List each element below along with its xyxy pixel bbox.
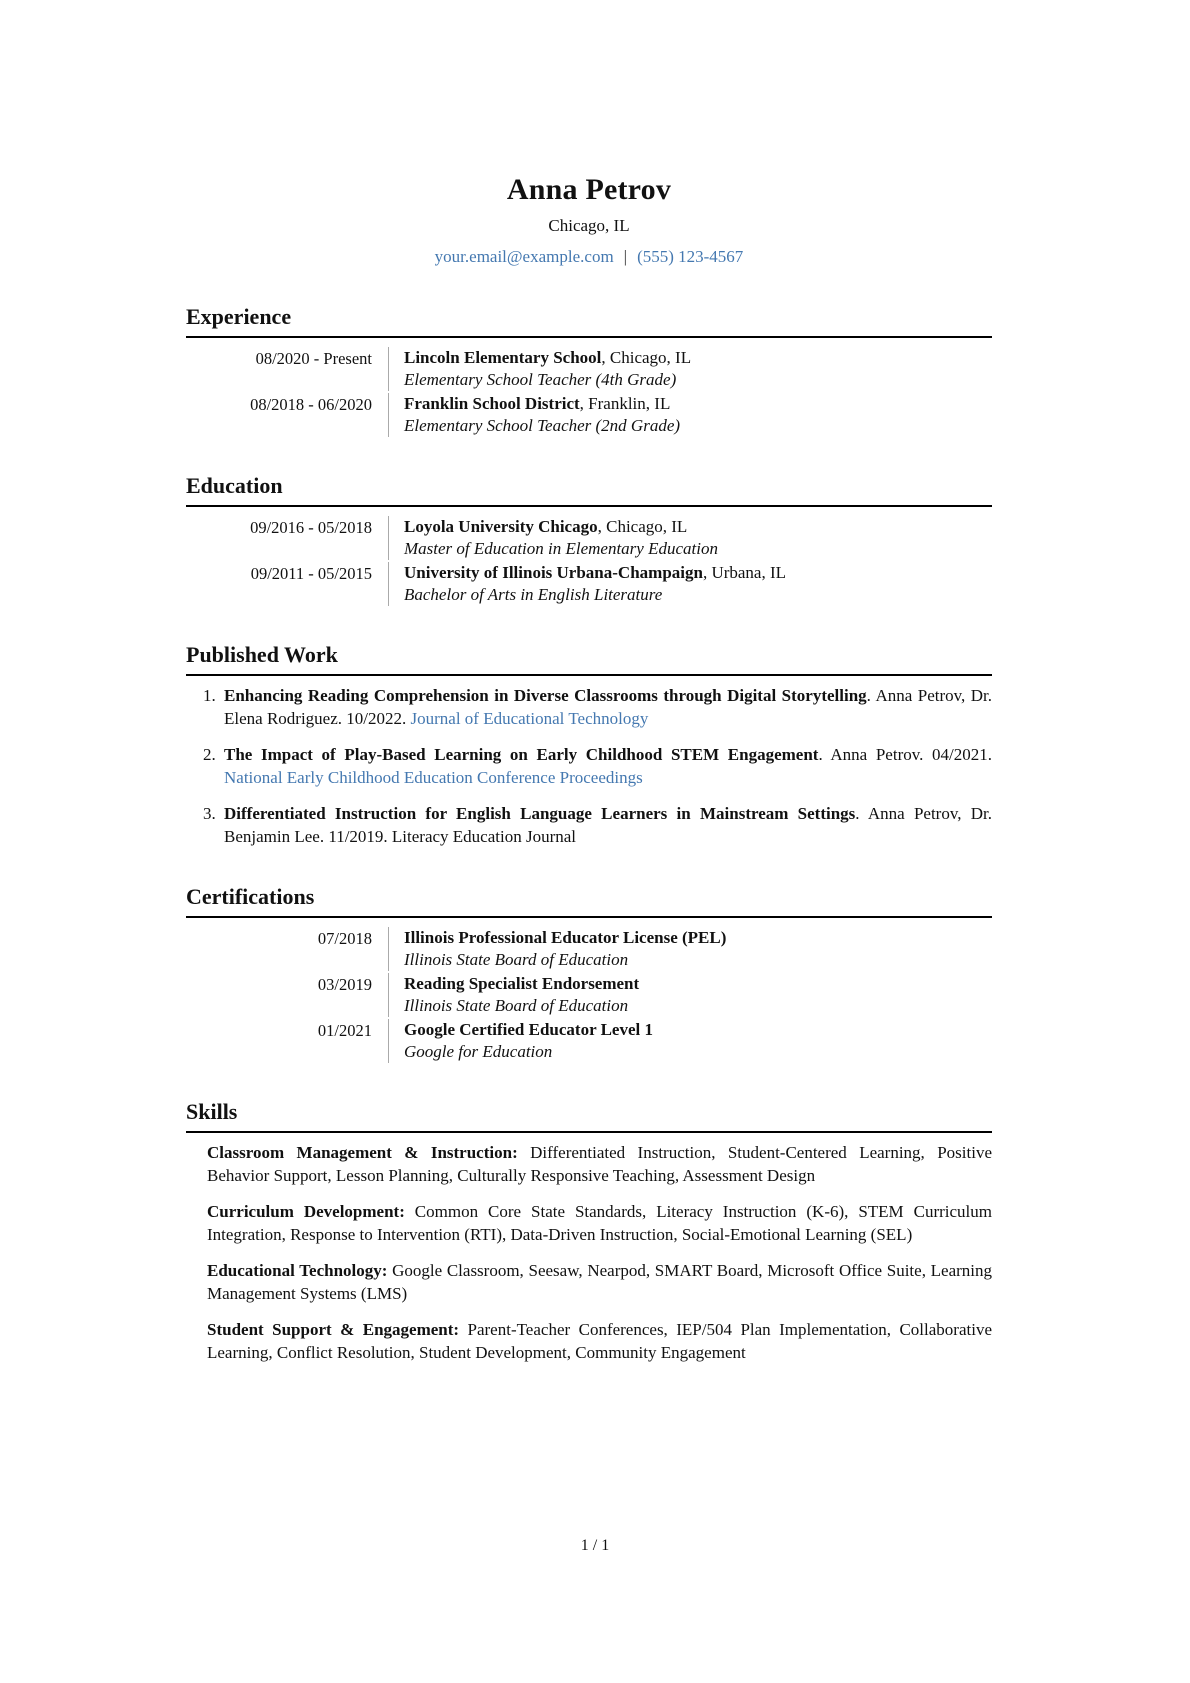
skill-category: Educational Technology: (207, 1261, 388, 1280)
email-link[interactable]: your.email@example.com (434, 247, 614, 266)
resume-header (186, 0, 992, 268)
skill-category: Curriculum Development: (207, 1202, 405, 1221)
entry-org-location: , Franklin, IL (579, 394, 671, 413)
publication-number: 2. (203, 745, 216, 764)
entry-dates: 07/2018 (317, 929, 372, 948)
section-skills (186, 1098, 992, 1364)
skill-item (186, 1201, 992, 1246)
section-title-certifications: Certifications (186, 883, 992, 918)
entry-org: Franklin School District (404, 394, 580, 413)
skill-item (186, 1319, 992, 1364)
section-title-skills: Skills (186, 1098, 992, 1133)
experience-entry (186, 393, 992, 437)
entry-dates: 08/2020 - Present (255, 349, 372, 368)
certification-issuer: Google for Education (404, 1042, 553, 1061)
skill-item (186, 1142, 992, 1187)
publication-title: Enhancing Reading Comprehension in Diverse Classrooms through Digital Storytelling (224, 686, 867, 705)
skill-values: Common Core State Standards, Literacy Instruction (K-6), STEM Curriculum Integration, Response to Intervention (RTI), Data-Driven Instruction, Social-Emotional Learning (SEL) (207, 1202, 992, 1244)
education-entries (186, 507, 992, 606)
contact-separator: | (623, 247, 628, 266)
certification-entry (186, 1019, 992, 1063)
publication-authors-date: . Anna Petrov. 04/2021. (818, 745, 992, 764)
experience-entry (186, 347, 992, 391)
entry-org-line (404, 393, 680, 415)
entry-content (388, 393, 680, 437)
skill-values: Google Classroom, Seesaw, Nearpod, SMART Board, Microsoft Office Suite, Learning Management Systems (LMS) (207, 1261, 992, 1303)
entry-role: Elementary School Teacher (2nd Grade) (404, 416, 681, 435)
phone-link[interactable]: (555) 123-4567 (637, 247, 744, 266)
skill-item (186, 1260, 992, 1305)
entry-content (388, 973, 639, 1017)
education-entry (186, 562, 992, 606)
publication-title: Differentiated Instruction for English Language Learners in Mainstream Settings (224, 804, 856, 823)
entry-org-location: , Chicago, IL (601, 348, 692, 367)
publication-title: The Impact of Play-Based Learning on Early Childhood STEM Engagement (224, 745, 819, 764)
page-number: 1 / 1 (580, 1537, 610, 1554)
entry-content (388, 562, 786, 606)
certification-entries (186, 918, 992, 1063)
certification-issuer: Illinois State Board of Education (404, 996, 629, 1015)
resume-document (186, 0, 992, 1364)
publication-authors-date: . Anna Petrov, Dr. Benjamin Lee. 11/2019. Literacy Education Journal (224, 804, 992, 846)
skill-category: Classroom Management & Instruction: (207, 1143, 518, 1162)
entry-dates: 09/2011 - 05/2015 (250, 564, 372, 583)
section-title-education: Education (186, 472, 992, 507)
entry-org: Lincoln Elementary School (404, 348, 602, 367)
certification-issuer: Illinois State Board of Education (404, 950, 629, 969)
publication-item (186, 685, 992, 730)
section-education (186, 472, 992, 606)
education-entry (186, 516, 992, 560)
section-certifications (186, 883, 992, 1063)
section-title-published-work: Published Work (186, 641, 992, 676)
experience-entries (186, 338, 992, 437)
skill-values: Differentiated Instruction, Student-Centered Learning, Positive Behavior Support, Lesson Planning, Culturally Responsive Teaching, Assessment Design (207, 1143, 992, 1185)
section-experience (186, 303, 992, 437)
skill-list (186, 1133, 992, 1364)
entry-degree: Bachelor of Arts in English Literature (404, 585, 663, 604)
certification-name: Reading Specialist Endorsement (404, 974, 640, 993)
section-title-experience: Experience (186, 303, 992, 338)
entry-org-location: , Chicago, IL (597, 517, 688, 536)
entry-dates: 09/2016 - 05/2018 (250, 518, 372, 537)
entry-org: Loyola University Chicago (404, 517, 598, 536)
entry-org-location: , Urbana, IL (702, 563, 787, 582)
certification-entry (186, 973, 992, 1017)
contact-line (186, 246, 992, 268)
publication-authors-date: . Anna Petrov, Dr. Elena Rodriguez. 10/2022. (224, 686, 992, 728)
entry-org-line (404, 347, 691, 369)
certification-entry (186, 927, 992, 971)
publication-journal-link[interactable]: Journal of Educational Technology (410, 708, 649, 728)
entry-dates: 03/2019 (317, 975, 372, 994)
entry-dates: 08/2018 - 06/2020 (250, 395, 372, 414)
entry-role: Elementary School Teacher (4th Grade) (404, 370, 677, 389)
publication-number: 3. (203, 804, 216, 823)
entry-dates: 01/2021 (317, 1021, 372, 1040)
entry-org-line (404, 1019, 653, 1041)
publication-item (186, 744, 992, 789)
entry-content (388, 1019, 653, 1063)
certification-name: Illinois Professional Educator License (PEL) (404, 928, 727, 947)
skill-category: Student Support & Engagement: (207, 1320, 460, 1339)
publication-item (186, 803, 992, 848)
publication-journal-link[interactable]: National Early Childhood Education Conference Proceedings (224, 767, 643, 787)
skill-values: Parent-Teacher Conferences, IEP/504 Plan Implementation, Collaborative Learning, Conflict Resolution, Student Development, Community Engagement (207, 1320, 992, 1362)
entry-org: University of Illinois Urbana-Champaign (404, 563, 703, 582)
entry-degree: Master of Education in Elementary Education (404, 539, 718, 558)
entry-content (388, 347, 691, 391)
person-location: Chicago, IL (548, 216, 630, 235)
section-published-work (186, 641, 992, 848)
entry-org-line (404, 973, 639, 995)
publication-number: 1. (203, 686, 216, 705)
entry-org-line (404, 562, 786, 584)
entry-content (388, 927, 726, 971)
entry-content (388, 516, 718, 560)
certification-name: Google Certified Educator Level 1 (404, 1020, 653, 1039)
person-name: Anna Petrov (506, 173, 672, 206)
entry-org-line (404, 516, 718, 538)
publication-list (186, 676, 992, 848)
entry-org-line (404, 927, 726, 949)
